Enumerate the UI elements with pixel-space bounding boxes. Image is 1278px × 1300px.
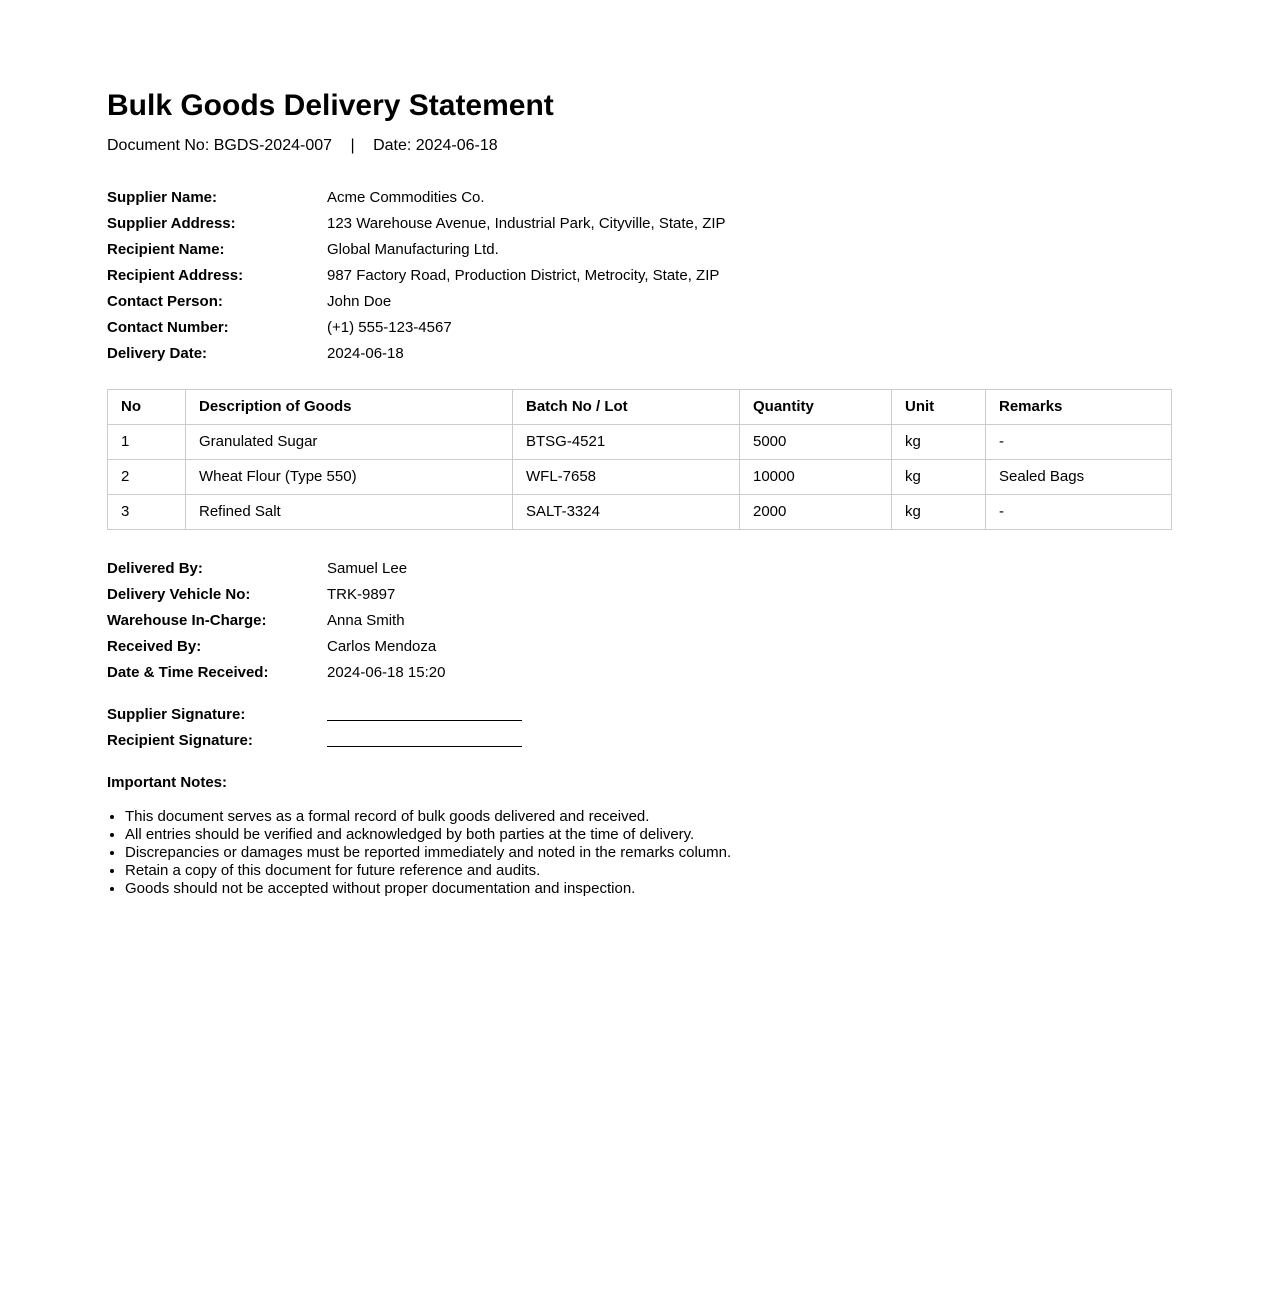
col-header-unit: Unit [892,390,986,425]
field-value: (+1) 555-123-4567 [327,319,452,336]
delivery-row-warehouse-incharge [107,608,1171,634]
cell-remarks: - [986,425,1172,460]
field-label: Warehouse In-Charge: [107,612,267,629]
field-value: 2024-06-18 [327,345,404,362]
cell-description: Refined Salt [186,495,513,530]
table-row [108,460,1172,495]
recipient-signature-line [327,746,522,747]
meta-separator: | [350,137,355,154]
note-item: • All entries should be verified and acknowledged by both parties at the time of delivery. [125,826,1171,844]
table-row [108,425,1172,460]
signature-line-wrap [327,702,1171,728]
col-header-no: No [108,390,186,425]
cell-quantity: 10000 [740,460,892,495]
supplier-signature-line [327,720,522,721]
field-label: Supplier Signature: [107,706,246,723]
field-label: Delivery Date: [107,345,208,362]
field-value: Global Manufacturing Ltd. [327,241,499,258]
cell-no: 2 [108,460,186,495]
cell-quantity: 2000 [740,495,892,530]
field-value: TRK-9897 [327,586,396,603]
cell-description: Granulated Sugar [186,425,513,460]
document-no-label: Document No: [107,137,210,154]
signature-line-wrap [327,728,1171,754]
field-value: John Doe [327,293,392,310]
info-row-recipient-address [107,263,1171,289]
date-value: 2024-06-18 [415,137,498,154]
field-label: Recipient Signature: [107,732,253,749]
delivery-row-vehicle-no [107,582,1171,608]
info-row-delivery-date [107,341,1171,367]
notes-heading: Important Notes: [107,774,227,791]
field-label: Contact Person: [107,293,223,310]
info-row-contact-number [107,315,1171,341]
table-row [108,495,1172,530]
col-header-quantity: Quantity [740,390,892,425]
document-meta [107,136,1171,156]
field-value: 123 Warehouse Avenue, Industrial Park, Cityville, State, ZIP [327,215,726,232]
info-row-supplier-name [107,185,1171,211]
cell-unit: kg [892,425,986,460]
field-label: Delivered By: [107,560,203,577]
field-label: Supplier Name: [107,189,218,206]
cell-batch: BTSG-4521 [513,425,740,460]
cell-remarks: - [986,495,1172,530]
info-row-supplier-address [107,211,1171,237]
cell-unit: kg [892,460,986,495]
notes-list [107,808,1171,898]
info-row-recipient-name [107,237,1171,263]
note-item: • Discrepancies or damages must be reported immediately and noted in the remarks column. [125,844,1171,862]
delivery-row-delivered-by [107,556,1171,582]
field-label: Recipient Name: [107,241,225,258]
goods-table [107,389,1172,530]
col-header-remarks: Remarks [986,390,1172,425]
note-item: • Goods should not be accepted without proper documentation and inspection. [125,880,1171,898]
note-item: • Retain a copy of this document for future reference and audits. [125,862,1171,880]
cell-batch: WFL-7658 [513,460,740,495]
recipient-signature-row [107,728,1171,754]
field-label: Delivery Vehicle No: [107,586,251,603]
field-value: 987 Factory Road, Production District, Metrocity, State, ZIP [327,267,720,284]
supplier-signature-row [107,702,1171,728]
delivery-row-datetime-received [107,660,1171,686]
delivery-row-received-by [107,634,1171,660]
cell-unit: kg [892,495,986,530]
cell-description: Wheat Flour (Type 550) [186,460,513,495]
field-value: Samuel Lee [327,560,408,577]
cell-no: 3 [108,495,186,530]
cell-batch: SALT-3324 [513,495,740,530]
col-header-batch: Batch No / Lot [513,390,740,425]
field-value: 2024-06-18 15:20 [327,664,446,681]
date-label: Date: [373,137,412,154]
cell-remarks: Sealed Bags [986,460,1172,495]
field-label: Received By: [107,638,202,655]
cell-quantity: 5000 [740,425,892,460]
col-header-description: Description of Goods [186,390,513,425]
signature-section [107,702,1171,754]
note-item: • This document serves as a formal record of bulk goods delivered and received. [125,808,1171,826]
field-value: Acme Commodities Co. [327,189,485,206]
field-label: Supplier Address: [107,215,236,232]
field-value: Anna Smith [327,612,405,629]
document-no-value: BGDS-2024-007 [213,137,333,154]
delivery-info-section [107,556,1171,686]
field-label: Recipient Address: [107,267,244,284]
info-row-contact-person [107,289,1171,315]
field-label: Contact Number: [107,319,229,336]
page-title: Bulk Goods Delivery Statement [107,89,554,122]
party-info-section [107,185,1171,367]
field-label: Date & Time Received: [107,664,269,681]
cell-no: 1 [108,425,186,460]
table-header-row [108,390,1172,425]
field-value: Carlos Mendoza [327,638,437,655]
